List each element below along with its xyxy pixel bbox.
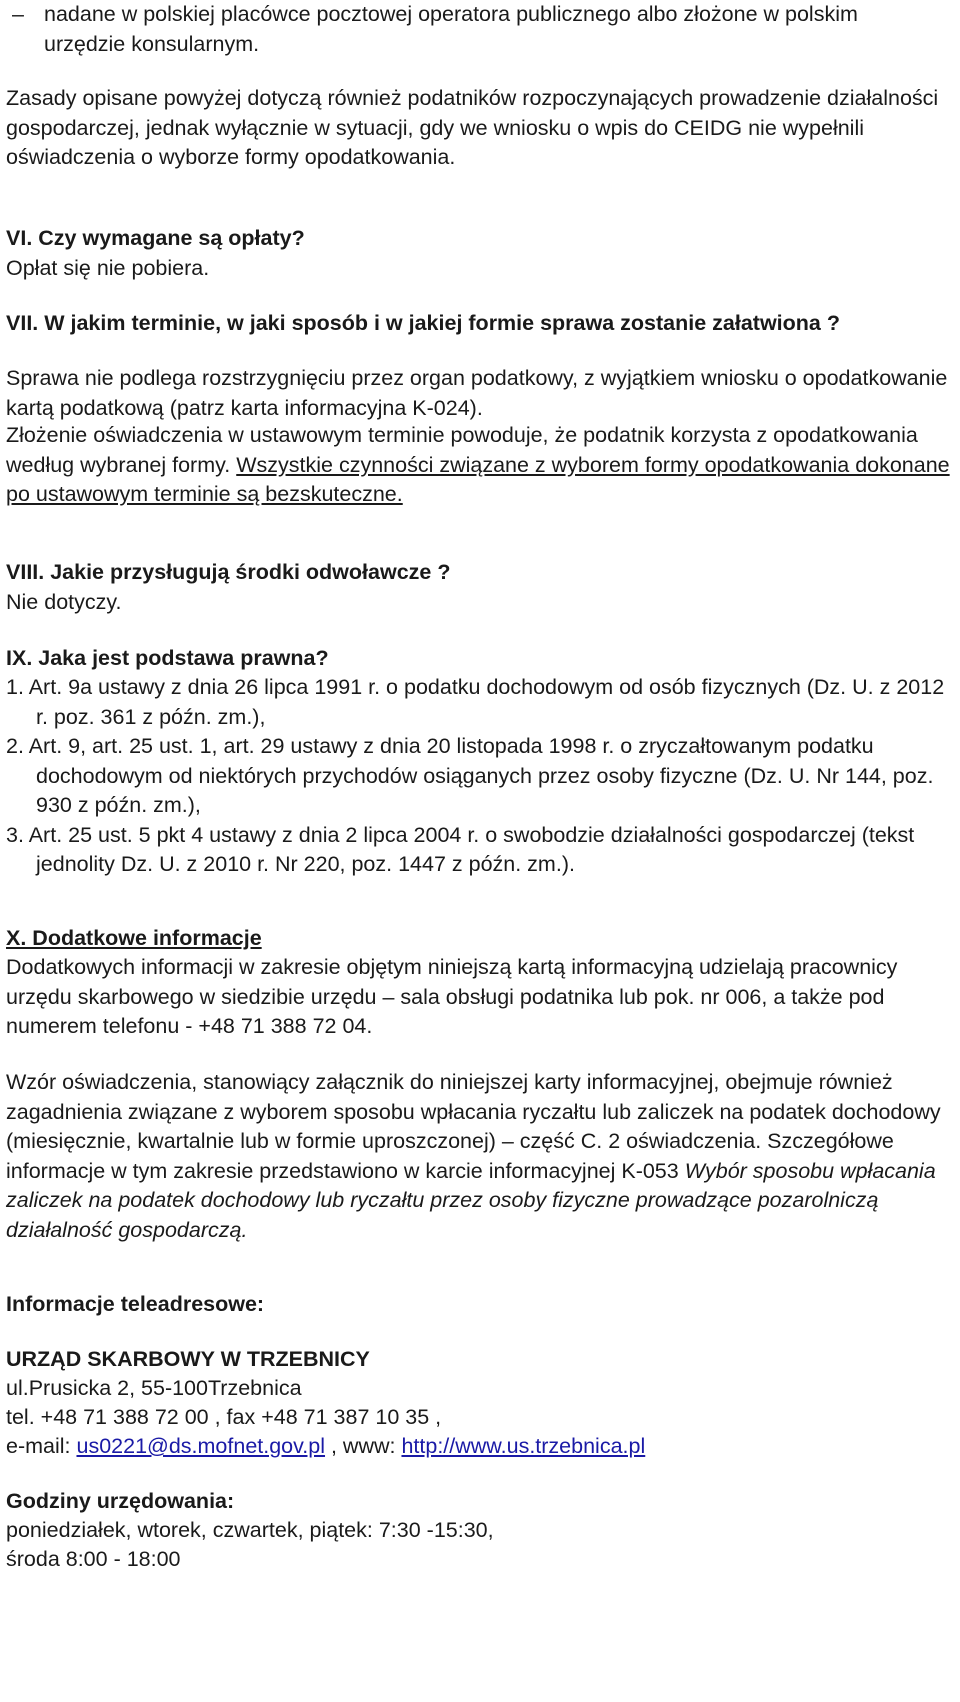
office-email-www bbox=[6, 1432, 956, 1462]
intro-paragraph: Zasady opisane powyżej dotyczą również podatników rozpoczynających prowadzenie działalności gospodarczej, jednak wyłącznie w sytuacji, gdy we wniosku o wpis do CEIDG nie wypełnili oświadczenia o wyborze formy opodatkowania. bbox=[6, 86, 939, 169]
email-label: e-mail: bbox=[6, 1434, 77, 1458]
office-address: ul.Prusicka 2, 55-100Trzebnica bbox=[6, 1376, 302, 1400]
legal-basis-item: 3. Art. 25 ust. 5 pkt 4 ustawy z dnia 2 lipca 2004 r. o swobodzie działalności gospodarczej (tekst jednolity Dz. U. z 2010 r. Nr 220, poz. 1447 z późn. zm.). bbox=[6, 822, 915, 876]
section-6-text: Opłat się nie pobiera. bbox=[6, 256, 210, 280]
section-10-text-2-italic: Wybór sposobu wpłacania zaliczek na podatek dochodowy lub ryczałtu przez osoby fizyczne prowadzące pozarolniczą działalność gospodarczą. bbox=[6, 1158, 936, 1242]
section-8-text: Nie dotyczy. bbox=[6, 590, 122, 614]
section-7-text-2-underlined: Wszystkie czynności związane z wyborem formy opodatkowania dokonane po ustawowym terminie są bezskuteczne. bbox=[6, 452, 950, 506]
section-7-heading: VII. W jakim terminie, w jaki sposób i w jakiej formie sprawa zostanie załatwiona ? bbox=[6, 311, 840, 335]
legal-basis-list bbox=[6, 673, 951, 880]
section-9-heading: IX. Jaka jest podstawa prawna? bbox=[6, 646, 329, 670]
contact-heading: Informacje teleadresowe: bbox=[6, 1292, 265, 1316]
website-link[interactable]: http://www.us.trzebnica.pl bbox=[401, 1434, 646, 1458]
office-name: URZĄD SKARBOWY W TRZEBNICY bbox=[6, 1347, 370, 1371]
bullet-text: nadane w polskiej placówce pocztowej operatora publicznego albo złożone w polskim urzędzie konsularnym. bbox=[44, 2, 858, 56]
section-8-heading: VIII. Jakie przysługują środki odwoławcze ? bbox=[6, 560, 451, 584]
email-link[interactable]: us0221@ds.mofnet.gov.pl bbox=[76, 1434, 326, 1458]
hours-line-2: środa 8:00 - 18:00 bbox=[6, 1547, 181, 1571]
section-7-text-2-plain: Złożenie oświadczenia w ustawowym terminie powoduje, że podatnik korzysta z opodatkowania według wybranej formy. bbox=[6, 423, 918, 477]
section-7-text-2 bbox=[6, 421, 956, 510]
section-10-text-2 bbox=[6, 1068, 956, 1245]
hours-line-1: poniedziałek, wtorek, czwartek, piątek: 7:30 -15:30, bbox=[6, 1518, 494, 1542]
section-6-heading: VI. Czy wymagane są opłaty? bbox=[6, 226, 305, 250]
legal-basis-item: 1. Art. 9a ustawy z dnia 26 lipca 1991 r. o podatku dochodowym od osób fizycznych (Dz. U. z 2012 r. poz. 361 z późn. zm.), bbox=[6, 675, 945, 729]
section-10-text-1: Dodatkowych informacji w zakresie objętym niniejszą kartą informacyjną udzielają pracownicy urzędu skarbowego w siedzibie urzędu – sala obsługi podatnika lub pok. nr 006, a także pod numerem telefonu - +48 71 388 72 04. bbox=[6, 955, 898, 1038]
hours-heading: Godziny urzędowania: bbox=[6, 1489, 235, 1513]
bullet-dash: – bbox=[12, 2, 24, 26]
office-phone: tel. +48 71 388 72 00 , fax +48 71 387 10 35 , bbox=[6, 1405, 442, 1429]
section-10-text-2-plain: Wzór oświadczenia, stanowiący załącznik do niniejszej karty informacyjnej, obejmuje również zagadnienia związane z wyborem sposobu wpłacania ryczałtu lub zaliczek na podatek dochodowy (miesięcznie, kwartalnie lub w formie uproszczonej) – część C. 2 oświadczenia. Szczegółowe informacje w tym zakresie przedstawiono w karcie informacyjnej K-053 bbox=[6, 1070, 941, 1183]
section-10-heading: X. Dodatkowe informacje bbox=[6, 926, 262, 950]
legal-basis-item: 2. Art. 9, art. 25 ust. 1, art. 29 ustawy z dnia 20 listopada 1998 r. o zryczałtowanym podatku dochodowym od niektórych przychodów osiąganych przez osoby fizyczne (Dz. U. Nr 144, poz. 930 z późn. zm.), bbox=[6, 734, 934, 817]
www-label: , www: bbox=[325, 1434, 402, 1458]
section-7-text-1: Sprawa nie podlega rozstrzygnięciu przez organ podatkowy, z wyjątkiem wniosku o opodatkowanie kartą podatkową (patrz karta informacyjna K-024). bbox=[6, 366, 948, 420]
intro-bullet-item bbox=[6, 0, 956, 60]
